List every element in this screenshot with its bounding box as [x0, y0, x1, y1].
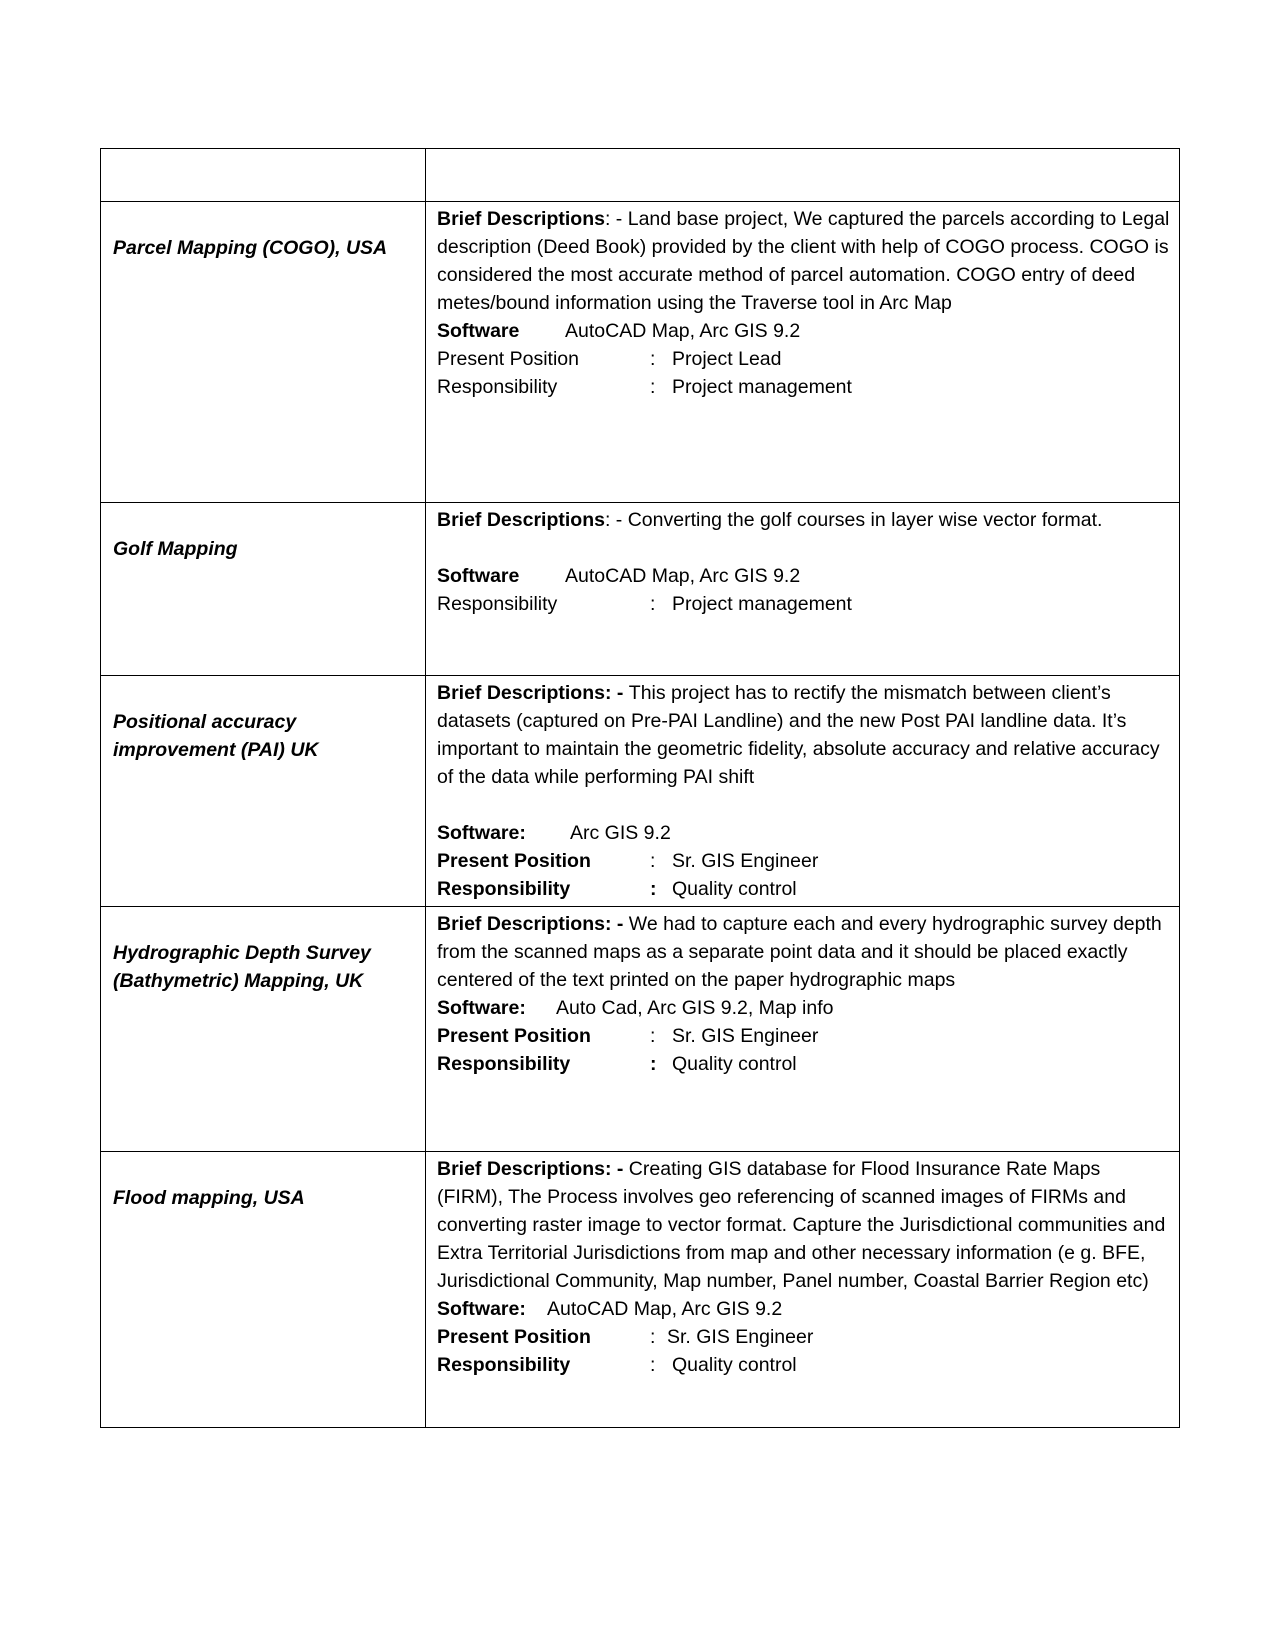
table-row — [101, 202, 1180, 503]
description-text: Converting the golf courses in layer wise vector format. — [627, 509, 1103, 531]
position-line — [437, 345, 1171, 373]
position-value: Project Lead — [672, 348, 782, 370]
software-line — [437, 562, 1171, 590]
project-name-cell — [101, 676, 426, 907]
software-line — [437, 994, 1171, 1022]
table-header-row — [101, 149, 1180, 202]
project-details — [426, 503, 1179, 618]
colon: : — [650, 376, 656, 398]
description-text: Land base project, We captured the parcels according to Legal description (Deed Book) provided by the client with help of COGO process. COGO is considered the most accurate method of parcel automation. COGO entry of deed metes/bound information using the Traverse tool in Arc Map — [437, 208, 1170, 314]
description-label: Brief Descriptions — [437, 509, 605, 531]
colon: : — [650, 878, 657, 900]
responsibility-value: Project management — [672, 376, 852, 398]
project-details — [426, 1152, 1179, 1379]
description-label: Brief Descriptions: - — [437, 682, 629, 704]
software-value: AutoCAD Map, Arc GIS 9.2 — [565, 320, 801, 342]
position-label: Present Position — [437, 850, 591, 872]
project-details-cell — [426, 676, 1180, 907]
responsibility-label: Responsibility — [437, 878, 571, 900]
position-line — [437, 847, 1171, 875]
description — [437, 1155, 1171, 1295]
description-text: We had to capture each and every hydrographic survey depth from the scanned maps as a separate point data and it should be placed exactly centered of the text printed on the paper hydrographic maps — [437, 913, 1162, 991]
position-value: Sr. GIS Engineer — [672, 1025, 819, 1047]
table-row — [101, 503, 1180, 676]
project-details-cell — [426, 503, 1180, 676]
responsibility-value: Quality control — [672, 1354, 797, 1376]
project-name-cell — [101, 907, 426, 1152]
description-separator: : - — [604, 208, 628, 230]
colon: : — [650, 1326, 656, 1348]
responsibility-line — [437, 1351, 1171, 1379]
table-row — [101, 676, 1180, 907]
description-text: This project has to rectify the mismatch between client’s datasets (captured on Pre-PAI Landline) and the new Post PAI landline data. It’s important to maintain the geometric fidelity, absolute accuracy and relative accuracy of the data while performing PAI shift — [437, 682, 1160, 788]
responsibility-label: Responsibility — [437, 1053, 571, 1075]
position-line — [437, 1022, 1171, 1050]
description-separator: : - — [604, 509, 628, 531]
colon: : — [650, 1053, 657, 1075]
responsibility-line — [437, 1050, 1171, 1078]
colon: : — [650, 348, 656, 370]
project-details-cell — [426, 907, 1180, 1152]
projects-table — [100, 148, 1180, 1428]
responsibility-line — [437, 875, 1171, 903]
description — [437, 506, 1171, 534]
software-line — [437, 317, 1171, 345]
table-row — [101, 907, 1180, 1152]
project-details — [426, 907, 1179, 1078]
colon: : — [650, 1025, 656, 1047]
responsibility-value: Quality control — [672, 878, 797, 900]
position-label: Present Position — [437, 348, 579, 370]
project-name-cell — [101, 1152, 426, 1428]
description — [437, 679, 1171, 791]
software-value: AutoCAD Map, Arc GIS 9.2 — [565, 565, 801, 587]
software-label: Software: — [437, 822, 526, 844]
software-line — [437, 1295, 1171, 1323]
responsibility-label: Responsibility — [437, 593, 558, 615]
responsibility-label: Responsibility — [437, 1354, 571, 1376]
software-value: Arc GIS 9.2 — [570, 822, 671, 844]
project-details — [426, 676, 1179, 903]
colon: : — [650, 850, 656, 872]
responsibility-value: Project management — [672, 593, 852, 615]
software-value: Auto Cad, Arc GIS 9.2, Map info — [556, 997, 834, 1019]
description-label: Brief Descriptions: - — [437, 1158, 629, 1180]
position-value: Sr. GIS Engineer — [672, 850, 819, 872]
software-label: Software — [437, 320, 520, 342]
project-name-cell — [101, 202, 426, 503]
software-label: Software: — [437, 1298, 526, 1320]
position-label: Present Position — [437, 1326, 591, 1348]
project-details — [426, 202, 1179, 401]
responsibility-line — [437, 590, 1171, 618]
colon: : — [650, 1354, 656, 1376]
project-name: Flood mapping, USA — [113, 1187, 305, 1209]
position-value: Sr. GIS Engineer — [667, 1326, 814, 1348]
table-row — [101, 1152, 1180, 1428]
project-details-cell — [426, 1152, 1180, 1428]
description — [437, 910, 1171, 994]
project-name: Parcel Mapping (COGO), USA — [113, 237, 388, 259]
project-name: Hydrographic Depth Survey (Bathymetric) Mapping, UK — [113, 942, 371, 992]
project-name-cell — [101, 503, 426, 676]
responsibility-value: Quality control — [672, 1053, 797, 1075]
description-label: Brief Descriptions: - — [437, 913, 629, 935]
responsibility-line — [437, 373, 1171, 401]
software-value: AutoCAD Map, Arc GIS 9.2 — [547, 1298, 783, 1320]
header-cell-right — [426, 149, 1180, 202]
description — [437, 205, 1171, 317]
project-details-cell — [426, 202, 1180, 503]
description-label: Brief Descriptions — [437, 208, 605, 230]
spacer — [437, 791, 1171, 819]
software-line — [437, 819, 1171, 847]
colon: : — [650, 593, 656, 615]
project-name: Golf Mapping — [113, 538, 238, 560]
software-label: Software — [437, 565, 520, 587]
position-label: Present Position — [437, 1025, 591, 1047]
spacer — [437, 534, 1171, 562]
description-text: Creating GIS database for Flood Insurance Rate Maps (FIRM), The Process involves geo referencing of scanned images of FIRMs and converting raster image to vector format. Capture the Jurisdictional communities and Extra Territorial Jurisdictions from map and other necessary information (e g. BFE, Jurisdictional Community, Map number, Panel number, Coastal Barrier Region etc) — [437, 1158, 1166, 1292]
software-label: Software: — [437, 997, 526, 1019]
project-name: Positional accuracy improvement (PAI) UK — [113, 711, 319, 761]
responsibility-label: Responsibility — [437, 376, 558, 398]
position-line — [437, 1323, 1171, 1351]
header-cell-left — [101, 149, 426, 202]
